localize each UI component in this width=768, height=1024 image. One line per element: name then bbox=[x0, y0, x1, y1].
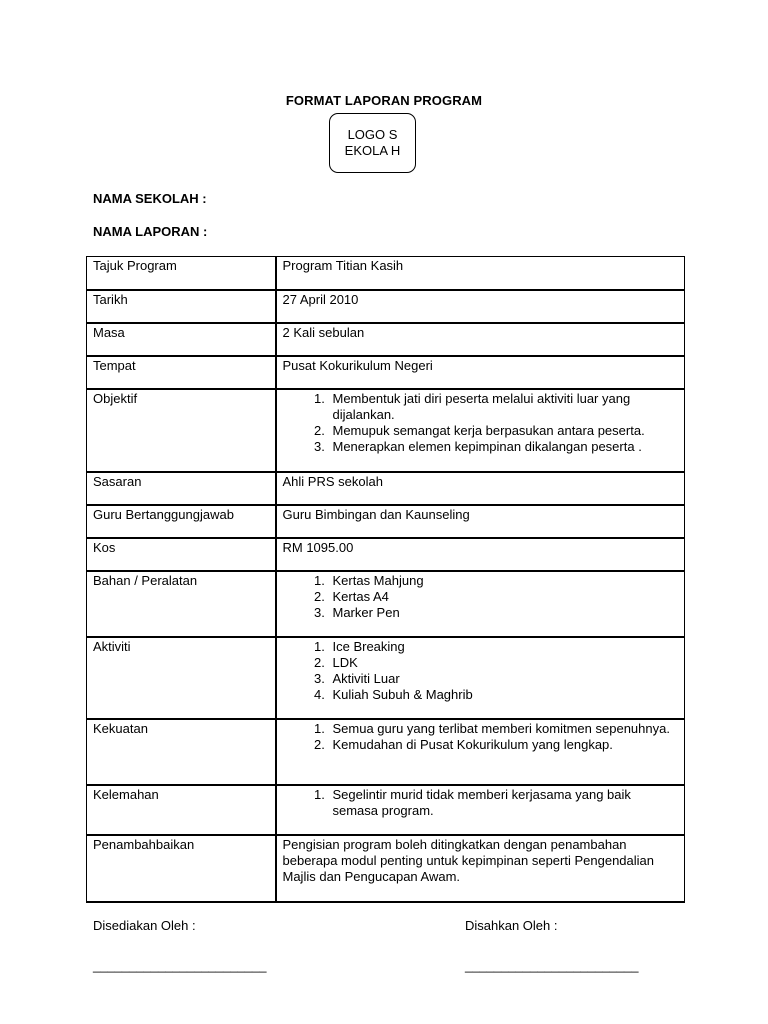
row-label: Tempat bbox=[87, 356, 276, 389]
list-item: 1. Membentuk jati diri peserta melalui aktiviti luar yang dijalankan. bbox=[329, 391, 679, 423]
list-item: 2. LDK bbox=[329, 655, 679, 671]
school-name-heading: NAMA SEKOLAH : bbox=[93, 191, 207, 206]
list-item: 4. Kuliah Subuh & Maghrib bbox=[329, 687, 679, 703]
list-item: 2. Kertas A4 bbox=[329, 589, 679, 605]
row-label: Masa bbox=[87, 323, 276, 356]
row-value: RM 1095.00 bbox=[276, 538, 685, 571]
list-item: 1. Kertas Mahjung bbox=[329, 573, 679, 589]
row-label: Kos bbox=[87, 538, 276, 571]
prepared-by-label: Disediakan Oleh : bbox=[93, 918, 196, 933]
row-label: Penambahbaikan bbox=[87, 835, 276, 902]
numbered-list bbox=[283, 391, 679, 455]
row-value: Guru Bimbingan dan Kaunseling bbox=[276, 505, 685, 538]
table-row bbox=[87, 323, 685, 356]
approved-signature-line: ________________________ bbox=[465, 958, 639, 973]
row-label: Tajuk Program bbox=[87, 257, 276, 290]
approved-by-label: Disahkan Oleh : bbox=[465, 918, 558, 933]
numbered-list bbox=[283, 787, 679, 819]
list-item: 1. Ice Breaking bbox=[329, 639, 679, 655]
list-item: 1. Segelintir murid tidak memberi kerjasama yang baik semasa program. bbox=[329, 787, 679, 819]
row-label: Bahan / Peralatan bbox=[87, 571, 276, 637]
row-value: Program Titian Kasih bbox=[276, 257, 685, 290]
row-label: Guru Bertanggungjawab bbox=[87, 505, 276, 538]
row-label: Sasaran bbox=[87, 472, 276, 505]
row-label: Kelemahan bbox=[87, 785, 276, 835]
table-row bbox=[87, 356, 685, 389]
row-value bbox=[276, 785, 685, 835]
row-value: 2 Kali sebulan bbox=[276, 323, 685, 356]
report-table bbox=[86, 256, 685, 903]
table-row bbox=[87, 290, 685, 323]
table-row bbox=[87, 785, 685, 835]
logo-text: LOGO SEKOLA H bbox=[344, 127, 401, 158]
table-row bbox=[87, 538, 685, 571]
row-label: Tarikh bbox=[87, 290, 276, 323]
list-item: 2. Memupuk semangat kerja berpasukan antara peserta. bbox=[329, 423, 679, 439]
row-value: 27 April 2010 bbox=[276, 290, 685, 323]
row-label: Objektif bbox=[87, 389, 276, 472]
list-item: 3. Menerapkan elemen kepimpinan dikalangan peserta . bbox=[329, 439, 679, 455]
table-row bbox=[87, 637, 685, 719]
row-value bbox=[276, 389, 685, 472]
list-item: 1. Semua guru yang terlibat memberi komitmen sepenuhnya. bbox=[329, 721, 679, 737]
table-row bbox=[87, 389, 685, 472]
row-value bbox=[276, 719, 685, 785]
school-logo-placeholder bbox=[329, 113, 416, 173]
table-row bbox=[87, 835, 685, 902]
list-item: 2. Kemudahan di Pusat Kokurikulum yang lengkap. bbox=[329, 737, 679, 753]
row-value bbox=[276, 571, 685, 637]
row-value: Ahli PRS sekolah bbox=[276, 472, 685, 505]
numbered-list bbox=[283, 721, 679, 753]
row-value bbox=[276, 637, 685, 719]
report-name-heading: NAMA LAPORAN : bbox=[93, 224, 208, 239]
row-value: Pengisian program boleh ditingkatkan dengan penambahan beberapa modul penting untuk kepimpinan seperti Pengendalian Majlis dan Pengucapan Awam. bbox=[276, 835, 685, 902]
table-row bbox=[87, 571, 685, 637]
list-item: 3. Aktiviti Luar bbox=[329, 671, 679, 687]
prepared-signature-line: ________________________ bbox=[93, 958, 267, 973]
document-title: FORMAT LAPORAN PROGRAM bbox=[285, 93, 483, 108]
table-row bbox=[87, 257, 685, 290]
numbered-list bbox=[283, 573, 679, 621]
row-label: Kekuatan bbox=[87, 719, 276, 785]
table-row bbox=[87, 505, 685, 538]
table-row bbox=[87, 472, 685, 505]
row-value: Pusat Kokurikulum Negeri bbox=[276, 356, 685, 389]
numbered-list bbox=[283, 639, 679, 703]
table-row bbox=[87, 719, 685, 785]
row-label: Aktiviti bbox=[87, 637, 276, 719]
list-item: 3. Marker Pen bbox=[329, 605, 679, 621]
